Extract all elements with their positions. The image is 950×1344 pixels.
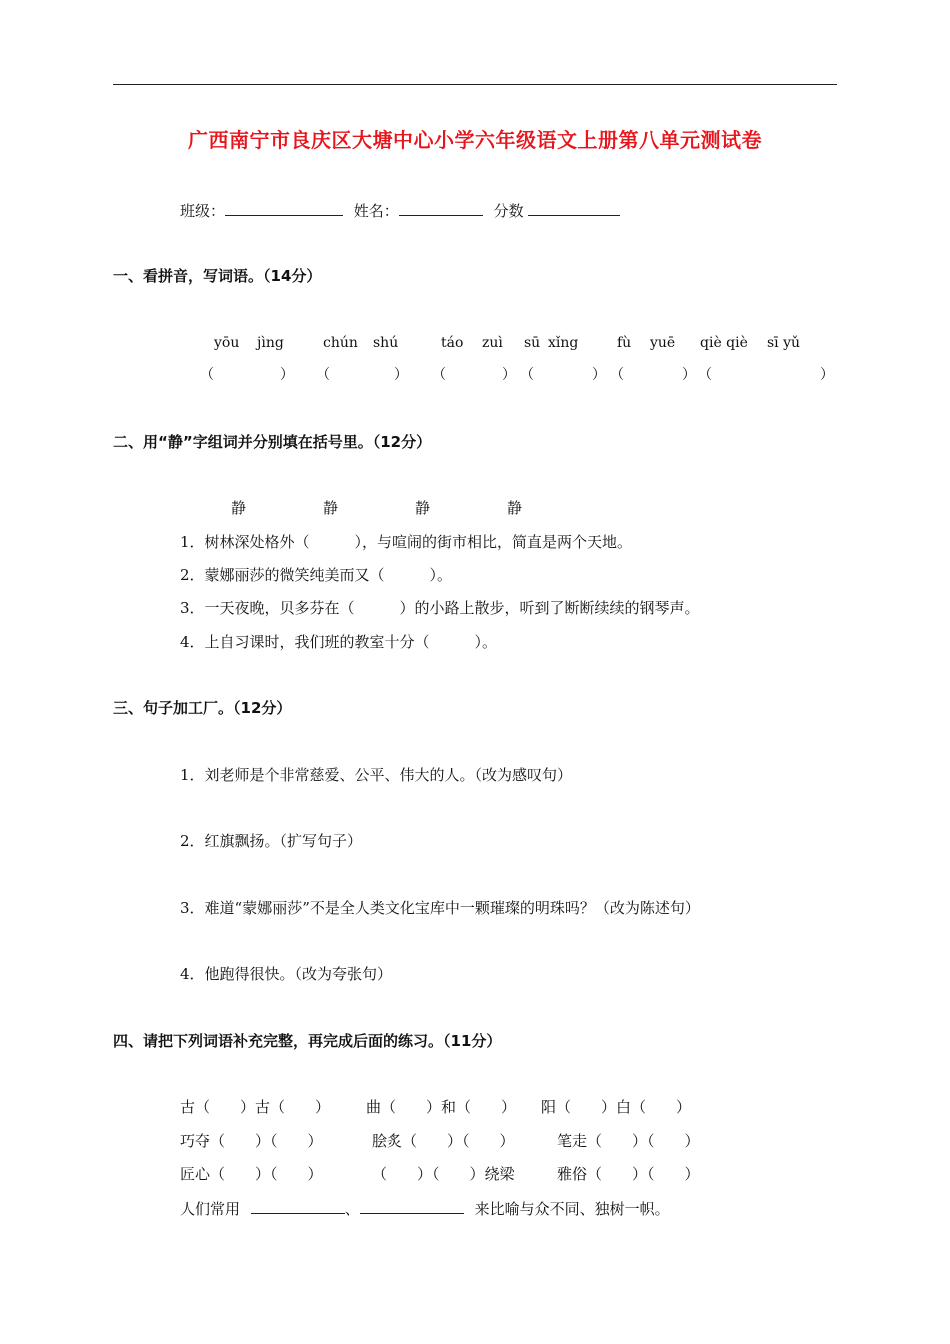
last-prefix: 人们常用 — [180, 1200, 241, 1218]
name-label: 姓名： — [353, 202, 399, 220]
section3-item-1: 1．刘老师是个非常慈爱、公平、伟大的人。（改为感叹句） — [180, 766, 573, 784]
last-separator: 、 — [344, 1200, 360, 1218]
section3-heading: 三、句子加工厂。（12分） — [113, 699, 292, 717]
idiom-1-2: 曲（ ）和（ ） — [366, 1098, 517, 1116]
bracket-2-close: ） — [394, 367, 408, 383]
pinyin-4b: xǐng — [548, 335, 579, 351]
idiom-2-2: 脍炙（ ）（ ） — [372, 1132, 515, 1150]
last-blank-2[interactable] — [360, 1197, 464, 1214]
bracket-1-open: （ — [200, 367, 214, 383]
page-title: 广西南宁市良庆区大塘中心小学六年级语文上册第八单元测试卷 — [188, 128, 762, 152]
idiom-3-3: 雅俗（ ）（ ） — [557, 1165, 700, 1183]
jing-word-1: 静 — [231, 499, 247, 517]
pinyin-5a: fù — [617, 335, 632, 351]
answer-box-5[interactable] — [630, 365, 680, 385]
score-blank[interactable] — [528, 199, 620, 216]
bracket-6-open: （ — [698, 367, 712, 383]
bracket-5-open: （ — [610, 367, 624, 383]
idiom-1-1: 古（ ）古（ ） — [180, 1098, 331, 1116]
bracket-4-close: ） — [592, 367, 606, 383]
bracket-3-open: （ — [432, 367, 446, 383]
idiom-2-3: 笔走（ ）（ ） — [557, 1132, 700, 1150]
idiom-3-2: （ ）（ ）绕梁 — [372, 1165, 515, 1183]
answer-box-6[interactable] — [718, 365, 818, 385]
answer-box-2[interactable] — [336, 365, 392, 385]
section3-item-2: 2．红旗飘扬。（扩写句子） — [180, 832, 363, 850]
answer-box-4[interactable] — [540, 365, 590, 385]
section2-item-2: 2．蒙娜丽莎的微笑纯美而又（ ）。 — [180, 566, 453, 584]
pinyin-2b: shú — [373, 335, 399, 351]
idiom-1-3: 阳（ ）白（ ） — [541, 1098, 692, 1116]
last-suffix: 来比喻与众不同、独树一帜。 — [474, 1200, 670, 1218]
section1-heading: 一、看拼音，写词语。（14分） — [113, 267, 322, 285]
class-label: 班级： — [180, 202, 226, 220]
section3-item-3: 3．难道“蒙娜丽莎”不是全人类文化宝库中一颗璀璨的明珠吗？（改为陈述句） — [180, 899, 700, 917]
section2-heading: 二、用“静”字组词并分别填在括号里。（12分） — [113, 433, 432, 451]
top-rule — [113, 84, 837, 85]
jing-word-2: 静 — [323, 499, 339, 517]
class-blank[interactable] — [225, 199, 343, 216]
bracket-1-close: ） — [280, 367, 294, 383]
pinyin-2a: chún — [323, 335, 358, 351]
name-blank[interactable] — [399, 199, 483, 216]
bracket-6-close: ） — [820, 367, 834, 383]
idiom-2-1: 巧夺（ ）（ ） — [180, 1132, 323, 1150]
pinyin-6b: sī yǔ — [767, 335, 801, 351]
answer-box-1[interactable] — [220, 365, 278, 385]
jing-word-4: 静 — [507, 499, 523, 517]
score-label: 分数 — [493, 202, 524, 220]
section4-heading: 四、请把下列词语补充完整，再完成后面的练习。（11分） — [113, 1032, 502, 1050]
bracket-5-close: ） — [682, 367, 696, 383]
section4-last-line — [180, 1197, 670, 1219]
pinyin-4a: sū — [524, 335, 541, 351]
jing-word-3: 静 — [415, 499, 431, 517]
pinyin-1b: jìng — [257, 335, 284, 351]
pinyin-5b: yuē — [650, 335, 676, 351]
pinyin-3a: táo — [441, 335, 464, 351]
section3-item-4: 4．他跑得很快。（改为夸张句） — [180, 965, 393, 983]
bracket-2-open: （ — [316, 367, 330, 383]
pinyin-3b: zuì — [482, 335, 503, 351]
answer-box-3[interactable] — [452, 365, 500, 385]
idiom-3-1: 匠心（ ）（ ） — [180, 1165, 323, 1183]
pinyin-1a: yōu — [214, 335, 240, 351]
section2-item-1: 1．树林深处格外（ ），与喧闹的街市相比，简直是两个天地。 — [180, 533, 633, 551]
bracket-4-open: （ — [520, 367, 534, 383]
info-line — [180, 199, 620, 221]
pinyin-6a: qiè qiè — [700, 335, 748, 351]
bracket-3-close: ） — [502, 367, 516, 383]
last-blank-1[interactable] — [251, 1197, 345, 1214]
section2-item-4: 4．上自习课时，我们班的教室十分（ ）。 — [180, 633, 498, 651]
section2-item-3: 3．一天夜晚，贝多芬在（ ）的小路上散步，听到了断断续续的钢琴声。 — [180, 599, 700, 617]
